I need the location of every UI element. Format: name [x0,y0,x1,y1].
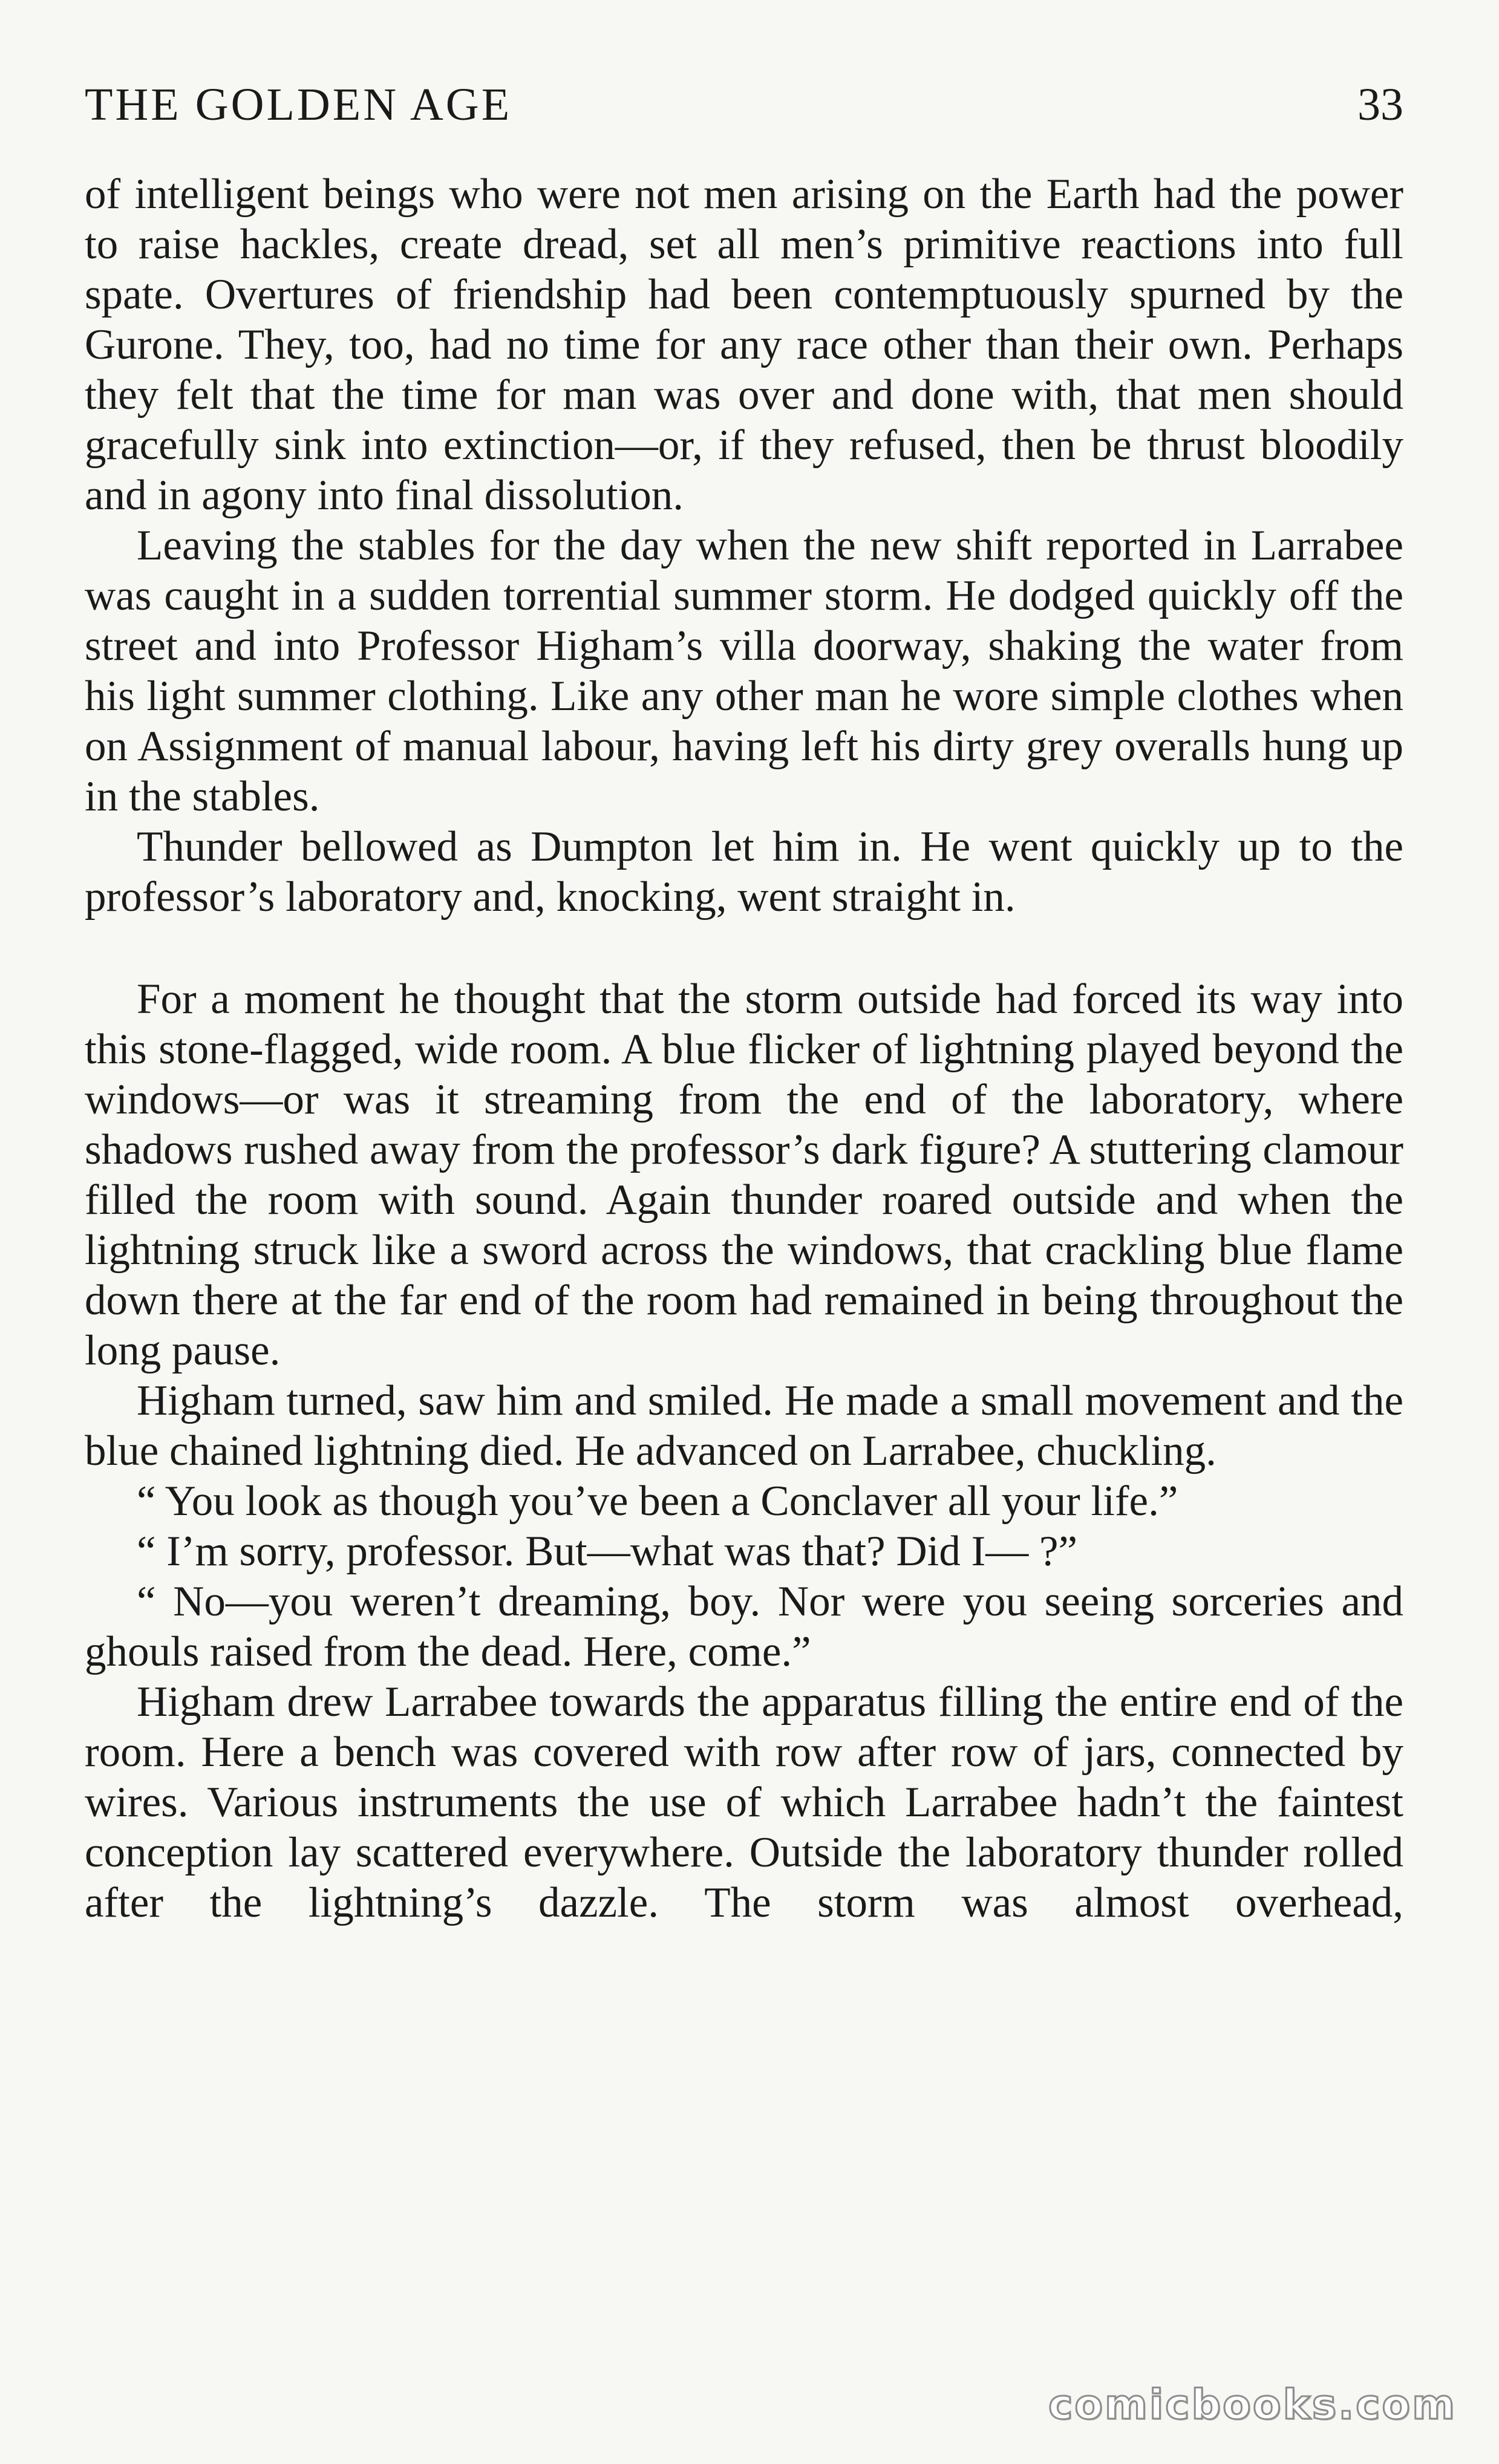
paragraph-1: of intelligent beings who were not men arising on the Earth had the power to raise hackles, create dread, set all men’s primitive reactions into full spate. Overtures of friendship had been contemptuously spurned by the Gurone. They, too, had no time for any race other than their own. Perhaps they felt that the time for man was over and done with, that men should gracefully sink into extinction—or, if they refused, then be thrust bloodily and in agony into final dissolution. [85,171,1403,519]
paragraph-4: For a moment he thought that the storm outside had forced its way into this stone-flagged, wide room. A blue flicker of lightning played beyond the windows—or was it streaming from the end of the laboratory, where shadows rushed away from the professor’s dark figure? A stuttering clamour filled the room with sound. Again thunder roared outside and when the lightning struck like a sword across the windows, that crackling blue flame down there at the far end of the room had remained in being throughout the long pause. [85,976,1403,1374]
paragraph-2: Leaving the stables for the day when the new shift reported in Larrabee was caught in a sudden torrential summer storm. He dodged quickly off the street and into Professor Higham’s villa doorway, shaking the water from his light summer clothing. Like any other man he wore simple clothes when on Assignment of manual labour, having left his dirty grey overalls hung up in the stables. [85,522,1403,820]
paragraph-9: Higham drew Larrabee towards the apparatus filling the entire end of the room. Here a bench was covered with row after row of jars, connected by wires. Various instruments the use of which Larrabee hadn’t the faintest conception lay scattered everywhere. Outside the laboratory thunder rolled after the lightning’s dazzle. The storm was almost overhead, [85,1678,1403,1926]
running-head [85,79,1403,145]
paragraph-3: Thunder bellowed as Dumpton let him in. He went quickly up to the professor’s laboratory and, knocking, went straight in. [85,823,1403,921]
paragraph-5: Higham turned, saw him and smiled. He made a small movement and the blue chained lightning died. He advanced on Larrabee, chuckling. [85,1377,1403,1475]
running-title: THE GOLDEN AGE [85,79,512,130]
paragraph-6: “ You look as though you’ve been a Conclaver all your life.” [137,1478,1178,1525]
paragraph-7: “ I’m sorry, professor. But—what was that? Did I— ?” [137,1528,1078,1575]
section-break [85,922,1403,974]
page-number: 33 [1357,79,1403,130]
body-text [85,169,1403,1928]
paragraph-8: “ No—you weren’t dreaming, boy. Nor were you seeing sorceries and ghouls raised from the dead. Here, come.” [85,1578,1403,1675]
book-page [85,79,1403,1928]
watermark-logo: comicbooks.com [1048,2381,1457,2429]
